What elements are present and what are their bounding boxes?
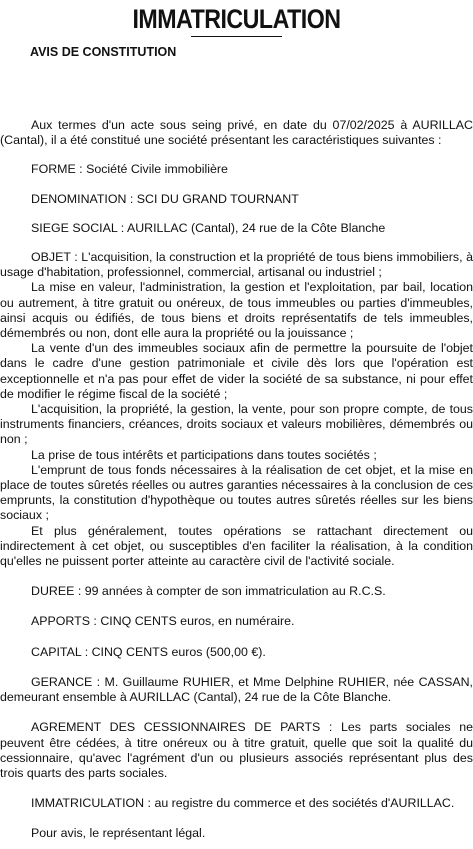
paragraph-objet-gestion: La mise en valeur, l'administration, la gestion et l'exploitation, par bail, location ou autrement, à titre gratuit ou onéreux, de tous immeubles ou parties d'immeubles, ainsi acquis ou édifiés, de tous biens et droits représentatifs de tels immeubles, démembrés ou non, dont elle aura la propriété ou la jouissance ; [0, 280, 473, 341]
paragraph-gerance: GERANCE : M. Guillaume RUHIER, et Mme Delphine RUHIER, née CASSAN, demeurant ensemble à AURILLAC (Cantal), 24 rue de la Côte Blanche. [0, 674, 473, 705]
notice-subtitle: AVIS DE CONSTITUTION [30, 45, 177, 59]
paragraph-siege-social: SIEGE SOCIAL : AURILLAC (Cantal), 24 rue de la Côte Blanche [31, 220, 386, 235]
paragraph-objet-instruments: L'acquisition, la propriété, la gestion, la vente, pour son propre compte, de tous instruments financiers, créances, droits sociaux et valeurs mobilières, démembrés ou non ; [0, 402, 473, 447]
paragraph-objet-emprunt: L'emprunt de tous fonds nécessaires à la réalisation de cet objet, et la mise en place de toutes sûretés réelles ou autres garanties nécessaires à la conclusion de ces emprunts, la constitution d'hypothèque ou toutes autres sûretés réelles sur les biens sociaux ; [0, 462, 473, 523]
paragraph-apports: APPORTS : CINQ CENTS euros, en numéraire. [31, 614, 295, 629]
notice-title: IMMATRICULATION [132, 4, 341, 34]
paragraph-objet-general: Et plus généralement, toutes opérations se rattachant directement ou indirectement à cet objet, ou susceptibles d'en faciliter la réalisation, à la condition qu'elles ne puissent porter atteinte au caractère civil de l'activité sociale. [0, 523, 473, 569]
paragraph-capital: CAPITAL : CINQ CENTS euros (500,00 €). [31, 644, 266, 659]
paragraph-objet-vente: La vente d'un des immeubles sociaux afin de permettre la poursuite de l'objet dans le cadre d'une gestion patrimoniale et civile dès lors que l'opération est exceptionnelle et n'a pas pour effet de vider la société de sa substance, ni pour effet de modifier le régime fiscal de la société ; [0, 341, 473, 401]
paragraph-denomination: DENOMINATION : SCI DU GRAND TOURNANT [31, 191, 299, 206]
paragraph-objet: OBJET : L'acquisition, la construction et la propriété de tous biens immobiliers, à usage d'habitation, professionnel, commercial, artisanal ou industriel ; [0, 250, 473, 280]
paragraph-agrement: AGREMENT DES CESSIONNAIRES DE PARTS : Les parts sociales ne peuvent être cédées, à titre onéreux ou à titre gratuit, quelle que soit la qualité du cessionnaire, qu'avec l'agrément d'un ou plusieurs associés représentant plus des trois quarts des parts sociales. [0, 720, 473, 780]
paragraph-immatriculation: IMMATRICULATION : au registre du commerce et des sociétés d'AURILLAC. [31, 796, 455, 811]
title-underline [191, 36, 282, 37]
paragraph-objet-participations: La prise de tous intérêts et participations dans toutes sociétés ; [31, 447, 377, 462]
paragraph-signature: Pour avis, le représentant légal. [31, 826, 206, 841]
paragraph-forme: FORME : Société Civile immobilière [31, 162, 228, 177]
paragraph-duree: DUREE : 99 années à compter de son immatriculation au R.C.S. [31, 584, 386, 599]
notice-body [0, 118, 473, 842]
paragraph-preamble: Aux termes d'un acte sous seing privé, en date du 07/02/2025 à AURILLAC (Cantal), il a été constitué une société présentant les caractéristiques suivantes : [0, 118, 473, 148]
